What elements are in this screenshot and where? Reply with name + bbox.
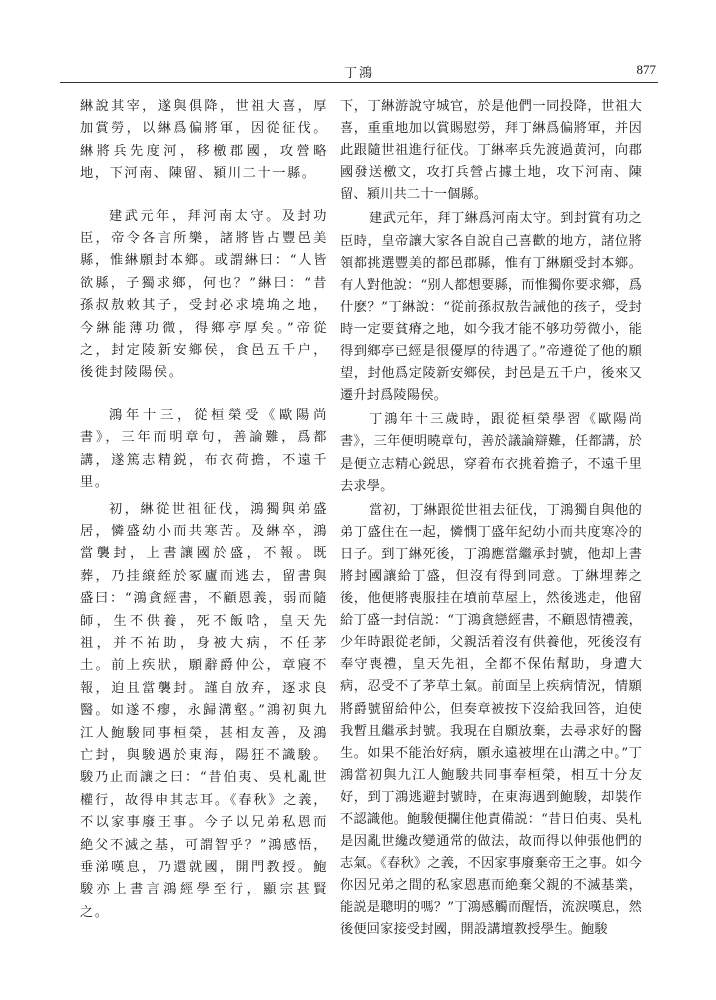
translation-paragraph: 當初，丁綝跟從世祖去征伐，丁鴻獨自與他的弟丁盛住在一起，憐憫丁盛年紀幼小而共度寒冷的日子。到丁綝死後，丁鴻應當繼承封號，他却上書將封國讓給丁盛，但沒有得到同意。丁綝埋葬之後，他便將喪服挂在墳前草屋上，然後逃走，他留給丁盛一封信説：“丁鴻貪戀經書，不顧恩情禮義，少年時跟從老師，父親活着沒有供養他，死後沒有奉守喪禮，皇天先祖，全都不保佑幫助，身遭大病，忍受不了茅草土氣。前面呈上疾病情況，情願將爵號留給仲公，但奏章被按下沒給我回答，迫使我暫且繼承封號。我現在自願放棄，去尋求好的醫生。如果不能治好病，願永遠被埋在山溝之中。”丁鴻當初與九江人鮑駿共同事奉桓榮，相互十分友好，到丁鴻逃避封號時，在東海遇到鮑駿，却裝作不認識他。鮑駿便攔住他責備説：“昔日伯夷、吳札是因亂世纔改變通常的做法，故而得以伸張他們的志氣。《春秋》之義，不因家事廢棄帝王之事。如今你因兄弟之間的私家恩惠而絶棄父親的不滅基業，能説是聰明的嗎？”丁鴻感觸而醒悟，流淚嘆息，然後便回家接受封國，開設講壇教授學生。鮑駿 bbox=[340, 502, 642, 938]
page-number: 877 bbox=[636, 62, 656, 77]
translation-paragraph: 建武元年，拜丁綝爲河南太守。到封賞有功之臣時，皇帝讓大家各自說自己喜歡的地方，諸位將領都挑選豐美的都邑郡縣，惟有丁綝願受封本鄉。有人對他說：“别人都想要縣，而惟獨你要求鄉，爲什麽？”丁綝說：“從前孫叔敖告誡他的孩子，受封時一定要貧瘠之地，如今我才能不够功勞微小，能得到鄉亭已經是很優厚的待遇了。”帝遵從了他的願望，封他爲定陵新安鄉侯，封邑是五千户，後來又遷升封爲陵陽侯。 bbox=[340, 211, 642, 404]
classical-paragraph: 建武元年，拜河南太守。及封功臣，帝令各言所樂，諸將皆占豐邑美縣，惟綝願封本鄉。或謂綝曰：“人皆欲縣，子獨求鄉，何也？”綝曰：“昔孫叔敖敕其子，受封必求墝埆之地，今綝能薄功微，得鄉亭厚矣。”帝從之，封定陵新安鄉侯，食邑五千户，後徙封陵陽侯。 bbox=[80, 208, 328, 381]
translation-paragraph: 丁鴻年十三歲時，跟從桓榮學習《歐陽尚書》，三年便明曉章句，善於議論辯難，任都講，於是便立志精心鋭思，穿着布衣挑着擔子，不遠千里去求學。 bbox=[340, 412, 642, 494]
classical-paragraph: 綝說其宰，遂與俱降，世祖大喜，厚加賞勞，以綝爲偏將軍，因從征伐。綝將兵先度河，移檄郡國，攻營略地，下河南、陳留、潁川二十一縣。 bbox=[80, 99, 328, 182]
classical-paragraph: 初，綝從世祖征伐，鴻獨與弟盛居，憐盛幼小而共寒苦。及綝卒，鴻當襲封，上書讓國於盛，不報。既葬，乃挂縗絰於冢廬而逃去，留書與盛曰：“鴻貪經書，不顧恩義，弱而隨師，生不供養，死不飯唅，皇天先祖，并不祐助，身被大病，不任茅土。前上疾狀，願辭爵仲公，章寢不報，迫且當襲封。謹自放弃，逐求良醫。如遂不瘳，永歸溝壑。”鴻初與九江人鮑駿同事桓榮，甚相友善，及鴻亡封，與駿遇於東海，陽狂不識駿。駿乃止而讓之曰：“昔伯夷、吳札亂世權行，故得申其志耳。《春秋》之義，不以家事廢王事。今子以兄弟私恩而絶父不滅之基，可謂智乎？”鴻感悟，垂涕嘆息，乃還就國，開門教授。鮑駿亦上書言鴻經學至行，顯宗甚賢之。 bbox=[80, 501, 328, 920]
classical-text-column bbox=[80, 96, 328, 944]
translation-paragraph: 下，丁綝游說守城官，於是他們一同投降，世祖大喜，重重地加以賞賜慰勞，拜丁綝爲偏將軍，并因此跟隨世祖進行征伐。丁綝率兵先渡過黄河，向郡國發送檄文，攻打兵營占據土地，攻下河南、陳留、潁川共二十一個縣。 bbox=[340, 99, 642, 203]
translation-column bbox=[340, 96, 642, 944]
running-title: 丁鴻 bbox=[343, 66, 374, 81]
page-header bbox=[60, 60, 658, 83]
classical-paragraph: 鴻年十三，從桓榮受《歐陽尚書》，三年而明章句，善論難，爲都講，遂篤志精鋭，布衣荷擔，不遠千里。 bbox=[80, 407, 328, 491]
